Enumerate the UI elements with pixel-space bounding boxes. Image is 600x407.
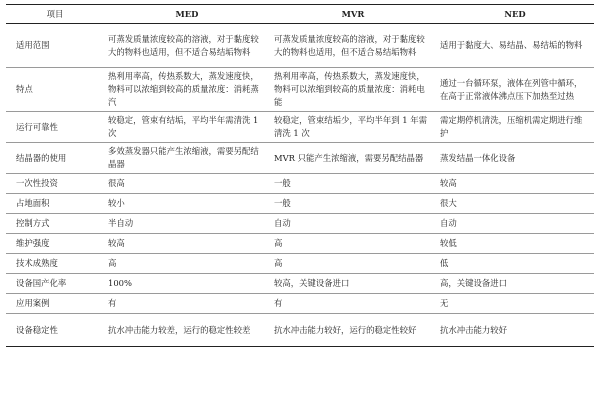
cell-mvr: 较稳定，管束结垢少，平均半年到 1 年需清洗 1 次 (270, 112, 436, 143)
comparison-table (6, 4, 594, 347)
table-body (6, 24, 594, 347)
header-med: MED (175, 8, 199, 19)
table-row (6, 112, 594, 143)
cell-med: 高 (104, 254, 270, 274)
cell-ned: 自动 (436, 214, 594, 234)
header-row (6, 5, 594, 24)
row-label: 控制方式 (6, 214, 104, 234)
table-row (6, 68, 594, 112)
table-row (6, 274, 594, 294)
cell-mvr: 一般 (270, 174, 436, 194)
cell-med: 半自动 (104, 214, 270, 234)
header-item: 项目 (46, 8, 64, 19)
cell-mvr: 高 (270, 234, 436, 254)
cell-mvr: 高 (270, 254, 436, 274)
cell-mvr: 一般 (270, 194, 436, 214)
cell-mvr: 可蒸发质量浓度较高的溶液，对于黏度较大的物料也适用，但不适合易结垢物料 (270, 24, 436, 68)
cell-mvr: MVR 只能产生浓缩液，需要另配结晶器 (270, 143, 436, 174)
cell-med: 多效蒸发器只能产生浓缩液，需要另配结晶器 (104, 143, 270, 174)
cell-ned: 无 (436, 294, 594, 314)
row-label: 一次性投资 (6, 174, 104, 194)
cell-mvr: 自动 (270, 214, 436, 234)
cell-med: 可蒸发质量浓度较高的溶液，对于黏度较大的物料也适用，但不适合易结垢物料 (104, 24, 270, 68)
table-row (6, 314, 594, 347)
cell-mvr: 较高，关键设备进口 (270, 274, 436, 294)
cell-med: 较高 (104, 234, 270, 254)
cell-ned: 较低 (436, 234, 594, 254)
cell-ned: 通过一台循环泵，液体在列管中循环，在高于正常液体沸点压下加热至过热 (436, 68, 594, 112)
row-label: 技术成熟度 (6, 254, 104, 274)
row-label: 设备稳定性 (6, 314, 104, 347)
header-ned: NED (504, 8, 526, 19)
table-row (6, 294, 594, 314)
cell-ned: 高，关键设备进口 (436, 274, 594, 294)
cell-mvr: 抗水冲击能力较好，运行的稳定性较好 (270, 314, 436, 347)
table-row (6, 143, 594, 174)
row-label: 特点 (6, 68, 104, 112)
cell-med: 抗水冲击能力较差，运行的稳定性较差 (104, 314, 270, 347)
cell-ned: 较高 (436, 174, 594, 194)
cell-med: 很高 (104, 174, 270, 194)
row-label: 适用范围 (6, 24, 104, 68)
row-label: 设备国产化率 (6, 274, 104, 294)
row-label: 结晶器的使用 (6, 143, 104, 174)
table-row (6, 194, 594, 214)
cell-ned: 需定期停机清洗，压缩机需定期进行维护 (436, 112, 594, 143)
cell-ned: 适用于黏度大、易结晶、易结垢的物料 (436, 24, 594, 68)
cell-mvr: 有 (270, 294, 436, 314)
table-row (6, 234, 594, 254)
table-row (6, 254, 594, 274)
cell-med: 有 (104, 294, 270, 314)
cell-med: 100% (104, 274, 270, 294)
cell-med: 热利用率高，传热系数大，蒸发速度快，物料可以浓缩到较高的质量浓度：消耗蒸汽 (104, 68, 270, 112)
table-header (6, 5, 594, 24)
cell-med: 较小 (104, 194, 270, 214)
cell-ned: 很大 (436, 194, 594, 214)
cell-ned: 蒸发结晶一体化设备 (436, 143, 594, 174)
row-label: 运行可靠性 (6, 112, 104, 143)
cell-ned: 低 (436, 254, 594, 274)
table-row (6, 24, 594, 68)
row-label: 应用案例 (6, 294, 104, 314)
cell-med: 较稳定，管束有结垢，平均半年需清洗 1 次 (104, 112, 270, 143)
row-label: 占地面积 (6, 194, 104, 214)
header-mvr: MVR (341, 8, 365, 19)
row-label: 维护强度 (6, 234, 104, 254)
cell-mvr: 热利用率高，传热系数大，蒸发速度快，物料可以浓缩到较高的质量浓度：消耗电能 (270, 68, 436, 112)
table-row (6, 174, 594, 194)
cell-ned: 抗水冲击能力较好 (436, 314, 594, 347)
table-row (6, 214, 594, 234)
